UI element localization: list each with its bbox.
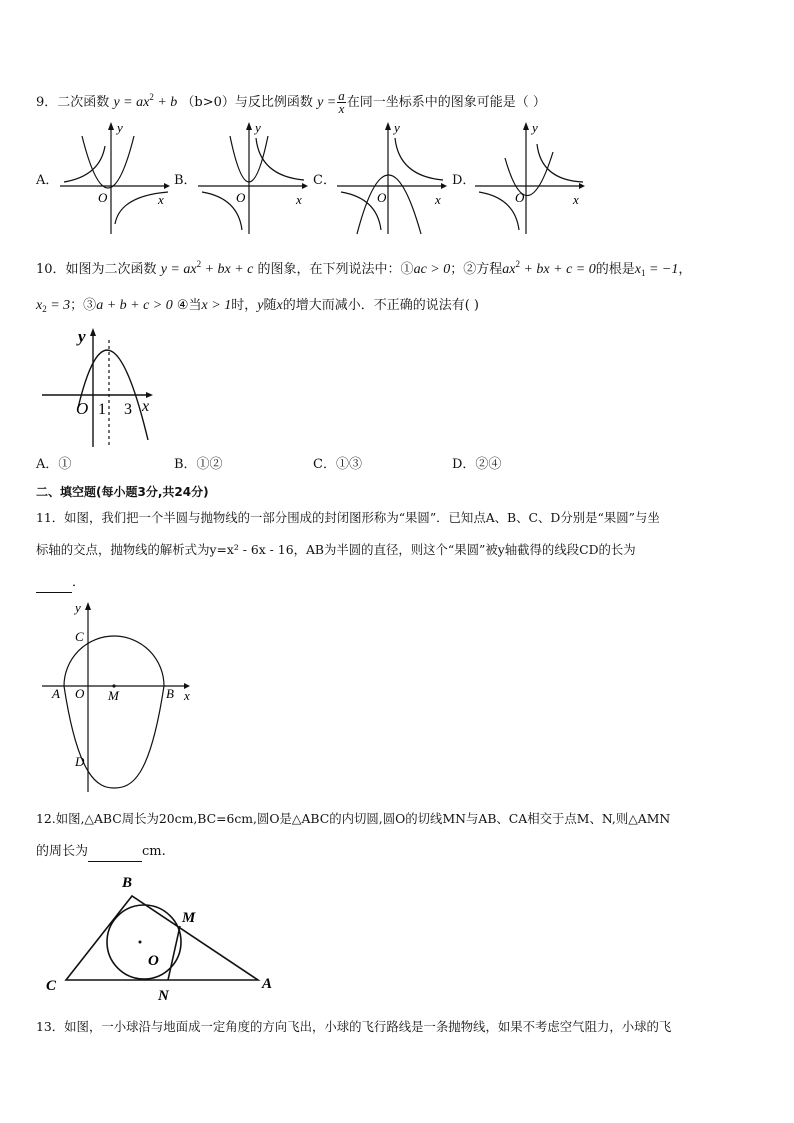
- x-axis-arrow: [164, 183, 170, 189]
- origin-label: O: [75, 686, 85, 701]
- q10-text-1: 如图为二次函数: [65, 262, 157, 277]
- y-axis-arrow: [108, 122, 114, 130]
- y-label: y: [532, 120, 538, 135]
- q10-option-d[interactable]: D．②④: [452, 457, 502, 472]
- q10-number: 10．: [36, 262, 66, 277]
- q10-text-6: ④当: [176, 298, 202, 313]
- q9-option-d-label[interactable]: D．: [452, 173, 476, 188]
- point-b-label: B: [166, 686, 174, 701]
- q12-triangle-figure: [40, 868, 290, 1008]
- y-axis-arrow: [85, 602, 91, 610]
- point-m-label: M: [182, 910, 196, 926]
- point-n-label: N: [158, 988, 169, 1004]
- q10-option-b[interactable]: B．①②: [174, 457, 223, 472]
- x-axis-arrow: [302, 183, 308, 189]
- x-label: x: [184, 688, 190, 703]
- q10-comma: ，: [678, 262, 692, 277]
- q9-condition: （b>0）: [181, 95, 235, 110]
- y-label: y: [394, 120, 400, 135]
- parabola-curve: [505, 152, 553, 196]
- q9-graph-a: [60, 118, 170, 236]
- q10-graph: [38, 322, 168, 450]
- q10-option-c[interactable]: C．①③: [313, 457, 362, 472]
- point-b-label: B: [122, 875, 133, 891]
- point-a-label: A: [52, 686, 60, 701]
- origin-label: O: [98, 190, 108, 205]
- hyperbola-branch: [395, 138, 443, 180]
- hyperbola-branch: [341, 192, 381, 230]
- q10-text-8: 随: [263, 298, 277, 313]
- q11-line-3: [36, 574, 85, 593]
- q10-claim-3: a + b + c > 0: [96, 298, 173, 313]
- origin-label: O: [377, 190, 387, 205]
- q9-graph-d: [475, 118, 585, 236]
- tick-3-label: 3: [124, 401, 132, 418]
- x-label: x: [435, 192, 441, 207]
- q12-text: 的周长为: [36, 844, 89, 859]
- q11-fruit-circle-figure: [38, 598, 198, 794]
- q10-var-x: x: [276, 298, 283, 313]
- q12-answer-blank[interactable]: [88, 843, 142, 862]
- point-o-label: O: [148, 953, 159, 969]
- y-axis-arrow: [90, 328, 96, 336]
- point-m-label: M: [108, 688, 119, 703]
- q9-text-2: 与反比例函数: [234, 95, 313, 110]
- tick-1-label: 1: [98, 401, 106, 418]
- q10-option-a[interactable]: A．①: [36, 457, 72, 472]
- q9-option-b-label[interactable]: B．: [174, 173, 197, 188]
- q9-fraction: [337, 90, 346, 115]
- x-axis-arrow: [579, 183, 585, 189]
- q12-line-2: [36, 843, 166, 862]
- point-a-label: A: [262, 976, 273, 992]
- q9-graph-b: [198, 118, 308, 236]
- q9-graph-c: [337, 118, 447, 236]
- x-axis-arrow: [441, 183, 447, 189]
- section-2-heading: 二、填空题(每小题3分,共24分): [36, 485, 209, 499]
- q10-stem-line-1: [36, 255, 691, 282]
- q9-text-1: 二次函数: [57, 95, 110, 110]
- q10-text-3: ；②方程: [450, 262, 503, 277]
- q9-stem: [36, 88, 546, 115]
- q13-line-1: 13．如图，一小球沿与地面成一定角度的方向飞出，小球的飞行路线是一条抛物线，如果不考虑空气阻力，小球的飞: [36, 1019, 672, 1034]
- q9-option-a-label[interactable]: A．: [36, 173, 59, 188]
- hyperbola-branch: [479, 192, 519, 230]
- triangle-abc: [66, 896, 258, 980]
- origin-label: O: [515, 190, 525, 205]
- q10-root-2: $x_2 = 3$: [36, 298, 71, 314]
- y-axis-arrow: [523, 122, 529, 130]
- point-c-label: C: [46, 978, 57, 994]
- q9-number: 9．: [36, 95, 58, 110]
- x-label: x: [142, 398, 150, 415]
- q9-frac-denominator: x: [338, 101, 345, 116]
- y-axis-arrow: [246, 122, 252, 130]
- q9-quadratic-formula: $y = ax^2 + b$: [113, 92, 178, 110]
- point-d-label: D: [75, 754, 85, 769]
- y-label: y: [117, 120, 123, 135]
- x-label: x: [573, 192, 579, 207]
- y-axis-arrow: [385, 122, 391, 130]
- x-label: x: [296, 192, 302, 207]
- q10-claim-1: ac > 0: [413, 262, 451, 277]
- tangent-mn: [168, 926, 180, 980]
- q10-claim-4: x > 1: [201, 298, 232, 313]
- q10-text-9: 的增大而减小．不正确的说法有( ): [282, 298, 479, 313]
- q10-stem-line-2: [36, 297, 479, 318]
- q9-frac-lhs: y =: [317, 95, 337, 110]
- x-label: x: [158, 192, 164, 207]
- y-label: y: [78, 327, 86, 346]
- q11-answer-blank[interactable]: [36, 574, 72, 593]
- q10-text-4: 的根是: [595, 262, 635, 277]
- q12-unit: cm.: [142, 844, 166, 859]
- q12-line-1: 12.如图,△ABC周长为20cm,BC=6cm,圆O是△ABC的内切圆,圆O的切线MN与AB、CA相交于点M、N,则△AMN: [36, 811, 671, 826]
- y-label: y: [75, 600, 81, 615]
- point-c-label: C: [75, 629, 84, 644]
- q10-var-y: y: [257, 298, 264, 313]
- hyperbola-branch: [256, 138, 304, 180]
- q10-text-7: 时，: [231, 298, 258, 313]
- q11-line-2: 标轴的交点，抛物线的解析式为y=x² - 6x - 16，AB为半圆的直径，则这个“果圆”被y轴截得的线段CD的长为: [36, 542, 636, 557]
- q10-text-2: 的图象，在下列说法中：①: [257, 262, 414, 277]
- hyperbola-branch: [64, 146, 105, 182]
- y-label: y: [255, 120, 261, 135]
- q10-text-5: ；③: [70, 298, 97, 313]
- q10-quadratic-formula: $y = ax^2$ + bx + c: [160, 259, 254, 277]
- q10-root-1: $x_1 = -1$: [634, 262, 679, 278]
- origin-label: O: [76, 399, 89, 418]
- q9-option-c-label[interactable]: C．: [313, 173, 336, 188]
- parabola-curve: [357, 175, 421, 234]
- q9-frac-numerator: a: [338, 88, 345, 103]
- q11-line-1: 11．如图，我们把一个半圆与抛物线的一部分围成的封闭图形称为“果圆”．已知点A、B、C、D分别是“果圆”与坐: [36, 510, 660, 525]
- parabola-curve: [82, 136, 134, 188]
- q10-equation: $ax^2$ + bx + c = 0: [502, 259, 596, 277]
- q11-period: ．: [72, 575, 86, 590]
- center-o-point: [139, 941, 142, 944]
- origin-label: O: [236, 190, 246, 205]
- q9-text-3: 在同一坐标系中的图象可能是（ ）: [346, 95, 546, 110]
